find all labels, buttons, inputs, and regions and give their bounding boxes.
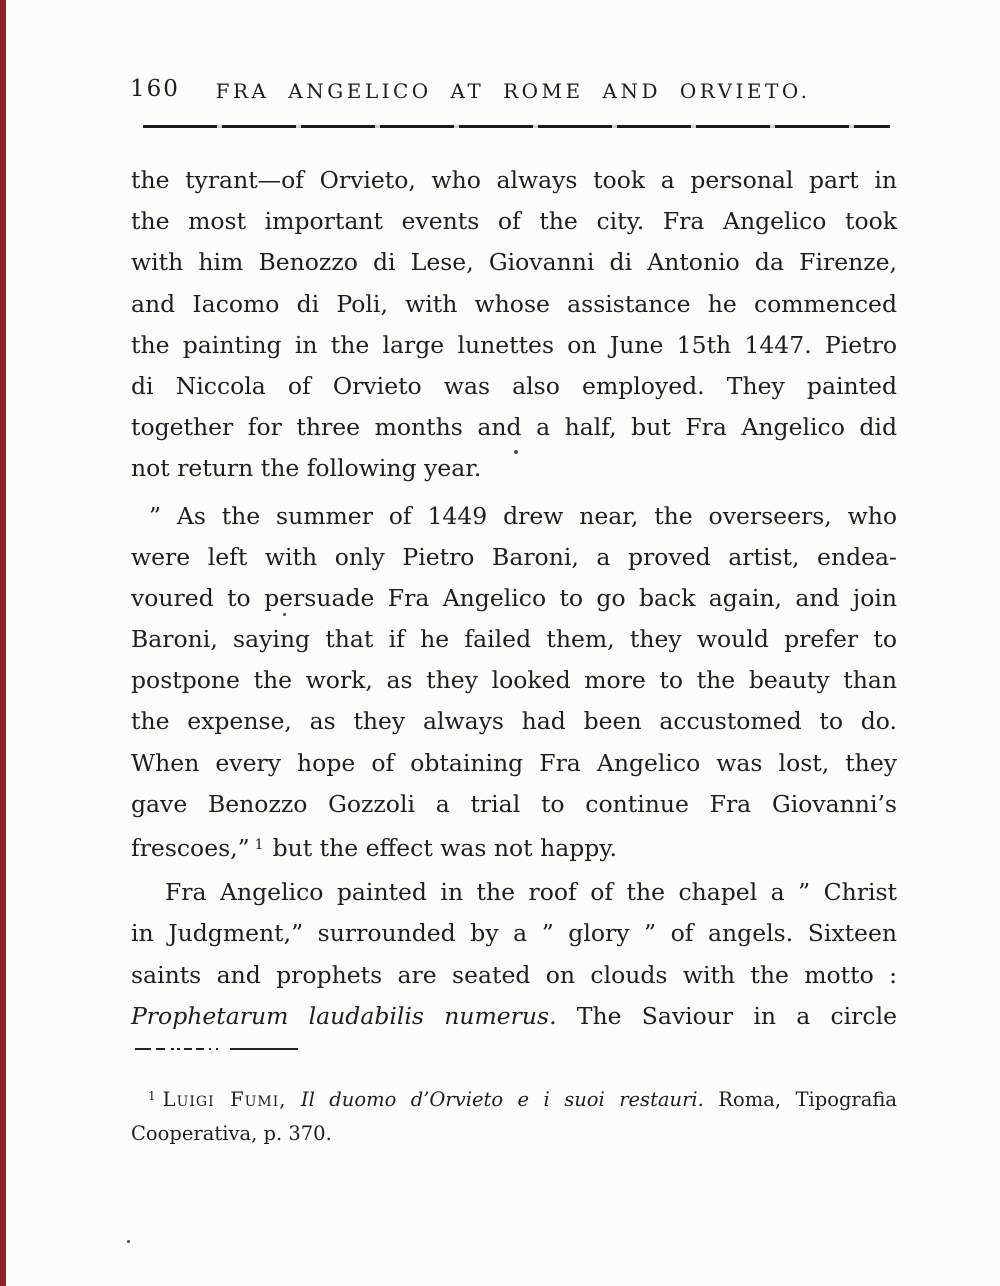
text-line: postpone the work, as they looked more to the beauty than [131,666,897,695]
scan-speck [514,450,518,454]
body-text [131,160,897,1037]
text-line [131,996,897,1037]
text-line: voured to persuade Fra Angelico to go back again, and join [131,583,897,612]
running-header: FRA ANGELICO AT ROME AND ORVIETO. [215,79,811,103]
text-line: ” As the summer of 1449 drew near, the overseers, who [149,501,897,530]
page-number: 160 [130,76,180,102]
text-segment: frescoes,” [131,834,250,862]
text-line: were left with only Pietro Baroni, a proved artist, endea- [131,542,897,571]
text-line: the tyrant—of Orvieto, who always took a personal part in [131,166,897,194]
scan-speck [127,1240,130,1243]
text-line: Baroni, saying that if he failed them, they would prefer to [131,625,897,654]
footnote [131,1079,897,1151]
footnote-line: Cooperativa, p. 370. [131,1122,332,1145]
text-line: When every hope of obtaining Fra Angelico was lost, they [131,748,897,777]
text-line: Fra Angelico painted in the roof of the chapel a ” Christ [165,878,897,907]
latin-motto: Prophetarum laudabilis numerus. [131,1001,557,1030]
footnote-publisher: Roma, Tipografia [718,1088,898,1111]
text-line: not return the following year. [131,454,482,483]
footnote-line [131,1079,897,1117]
text-line: with him Benozzo di Lese, Giovanni di Antonio da Firenze, [131,248,897,277]
footnote-work-title: Il duomo d’Orvieto e i suoi restauri. [300,1088,704,1111]
text-segment: The Saviour in a circle [576,1001,897,1030]
text-line: together for three months and a half, but Fra Angelico did [131,413,897,442]
text-line: the expense, as they always had been accustomed to do. [131,707,897,736]
text-line: the painting in the large lunettes on June 15th 1447. Pietro [131,330,897,359]
text-line: gave Benozzo Gozzoli a trial to continue Fra Giovanni’s [131,789,897,818]
footnote-separator [135,1047,298,1050]
text-line: and Iacomo di Poli, with whose assistance he commenced [131,289,897,318]
text-line: di Niccola of Orvieto was also employed. They painted [131,371,897,400]
text-line: the most important events of the city. Fra Angelico took [131,207,897,236]
footnote-author: Luigi Fumi, [162,1088,287,1111]
text-line: saints and prophets are seated on clouds with the motto : [131,960,897,989]
page-edge-strip [0,0,6,1286]
text-segment: but the effect was not happy. [272,834,617,862]
footnote-marker: 1 [148,1089,156,1103]
header-rule [143,125,890,128]
scan-speck [283,613,286,616]
text-line: in Judgment,” surrounded by a ” glory ” of angels. Sixteen [131,919,897,948]
text-line [131,825,897,866]
footnote-reference-mark: 1 [254,837,264,853]
